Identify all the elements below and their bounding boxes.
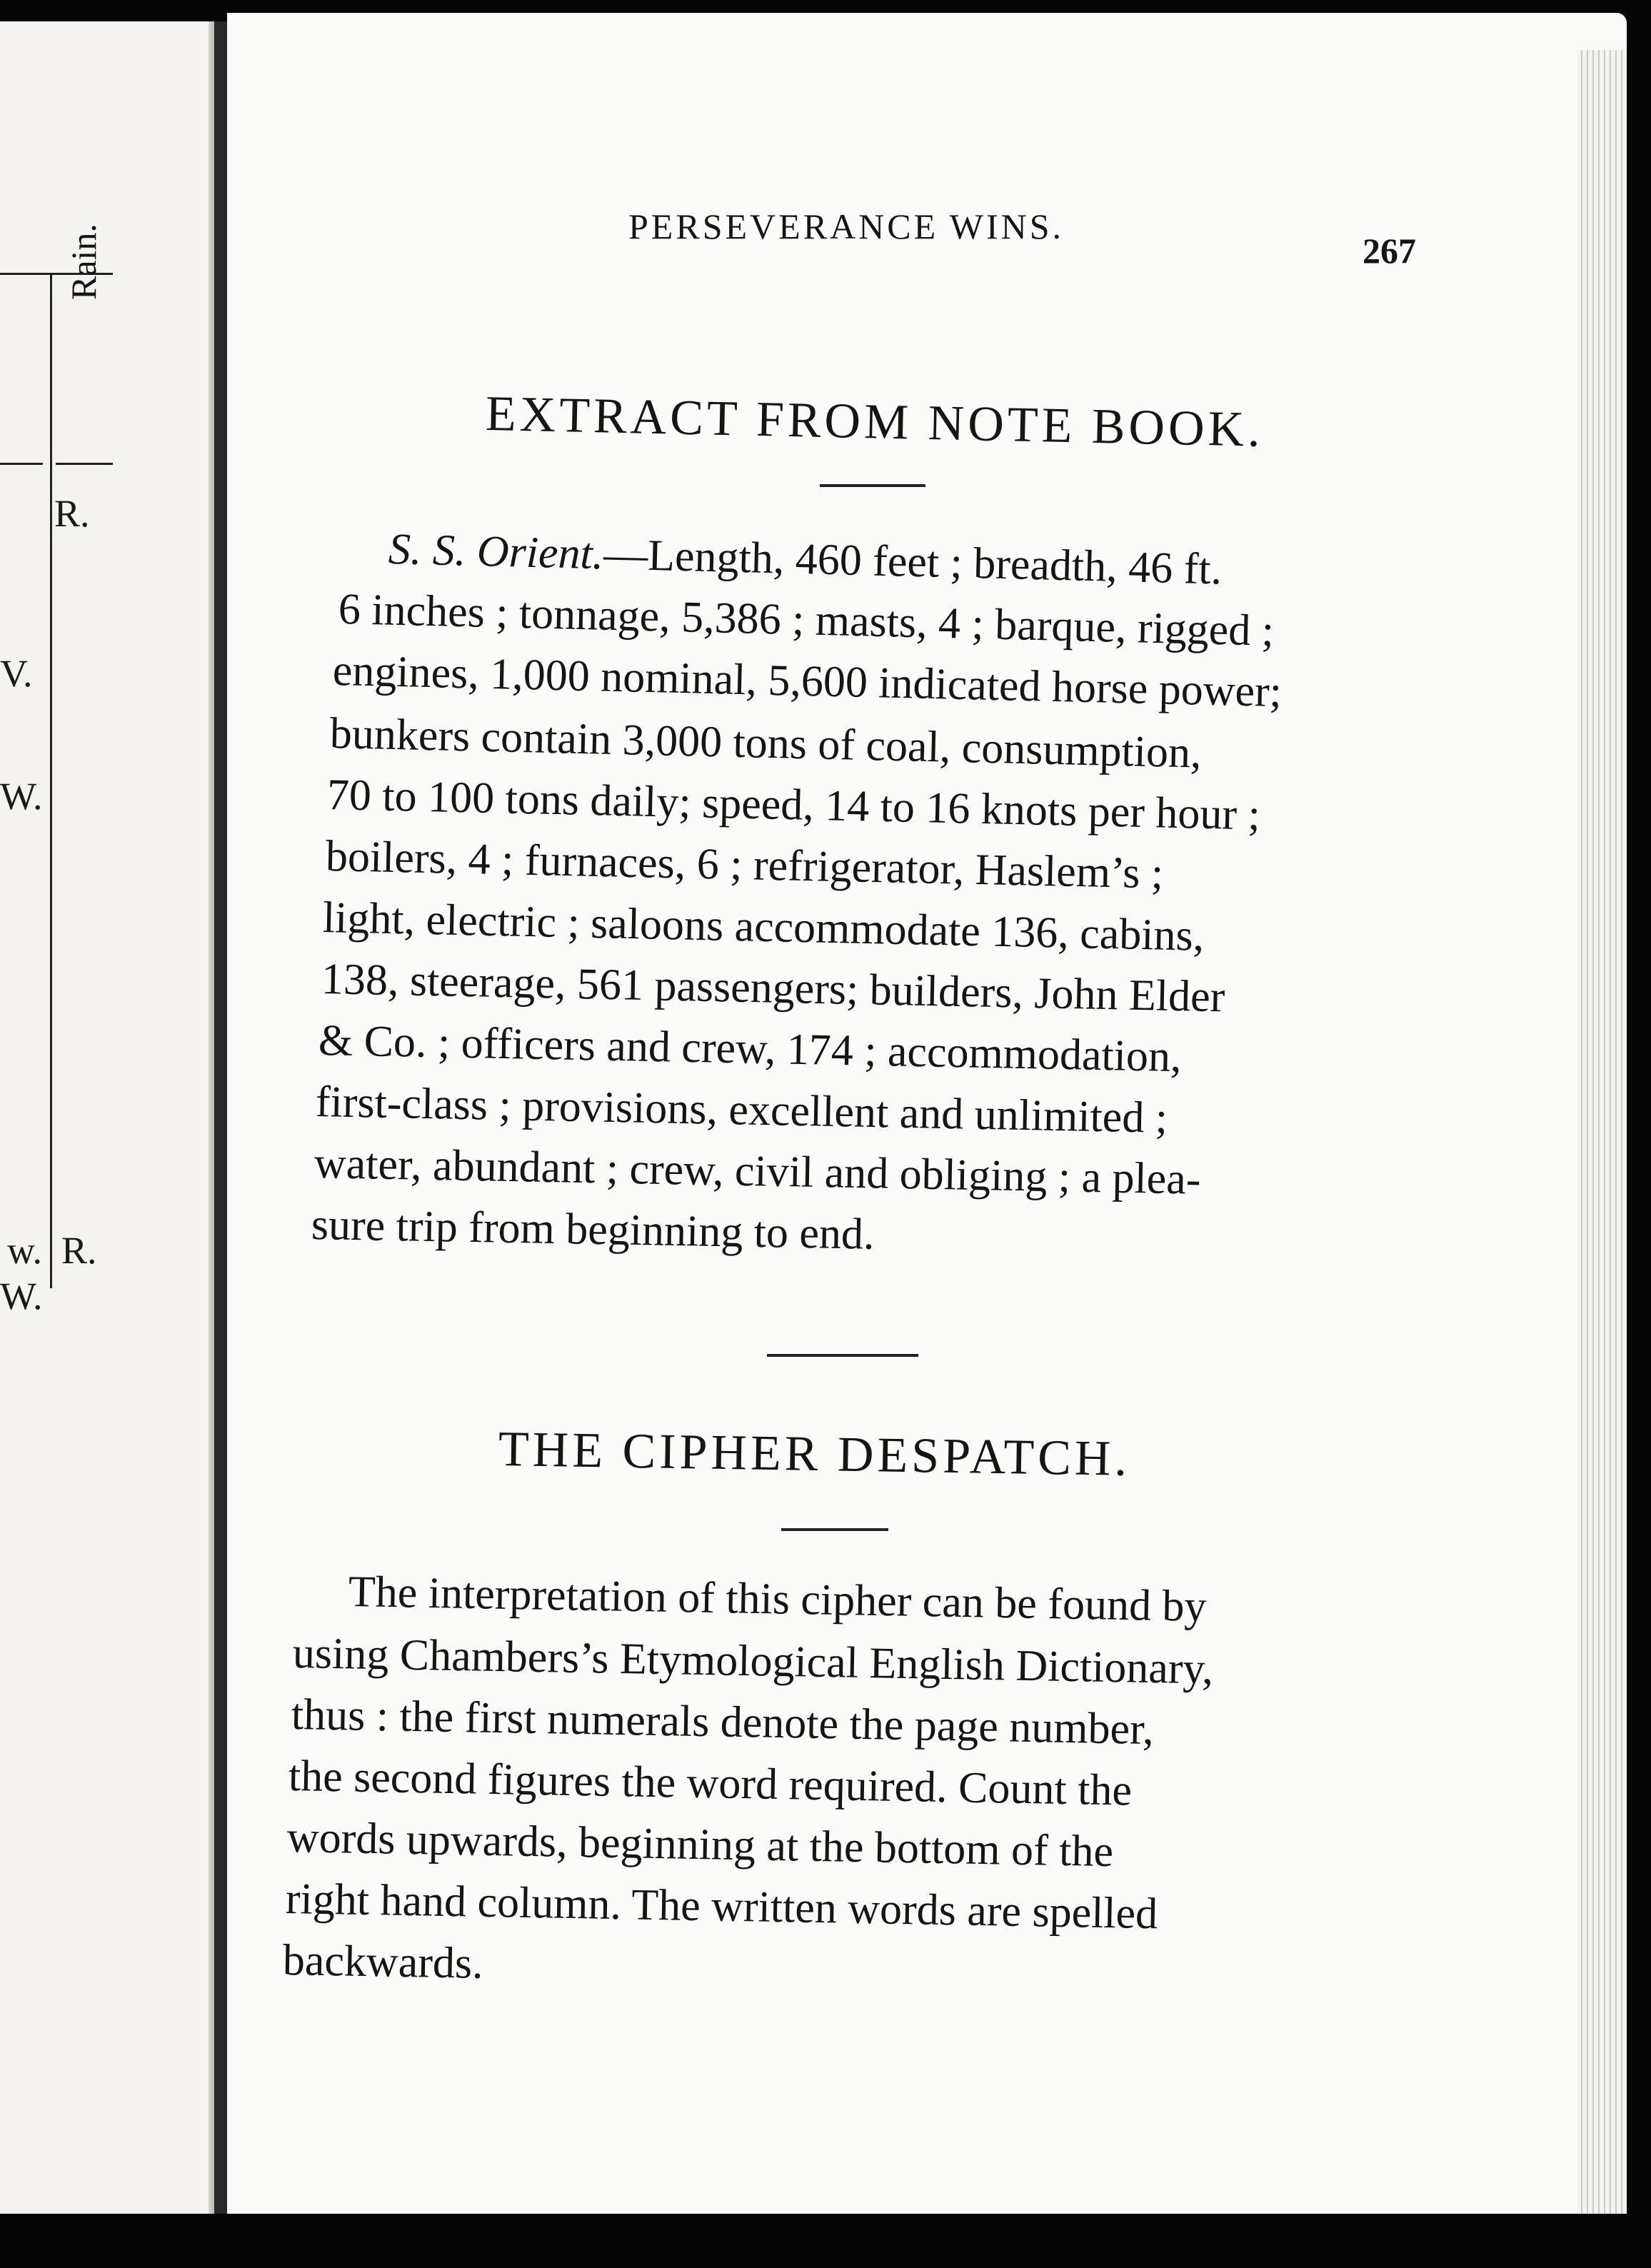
section-title-rule (781, 1528, 888, 1531)
section-title-rule (820, 484, 925, 487)
paragraph-line: words upwards, beginning at the bottom of the (286, 1813, 1114, 1877)
left-table-header-rule-a (0, 463, 43, 465)
scan-bottom-border (0, 2214, 1651, 2268)
left-fragment-w: W. (0, 775, 43, 818)
line-text: —Length, 460 feet ; breadth, 46 ft. (603, 530, 1223, 594)
paragraph-line: light, electric ; saloons accommodate 136, cabins, (322, 893, 1205, 960)
paragraph-line: using Chambers’s Etymological English Dictionary, (292, 1629, 1214, 1694)
paragraph-line: first-class ; provisions, excellent and unlimited ; (315, 1078, 1168, 1143)
left-fragment-w-lower: w. (7, 1229, 42, 1272)
page-number: 267 (1363, 231, 1416, 271)
left-rain-column-header: Rain. (64, 224, 104, 300)
paragraph-line: boilers, 4 ; furnaces, 6 ; refrigerator, Haslem’s ; (325, 832, 1164, 898)
left-table-header-rule-b (56, 463, 113, 465)
paragraph-line: the second figures the word required. Count the (288, 1752, 1133, 1815)
paragraph-line: water, abundant ; crew, civil and obliging ; a plea- (313, 1139, 1202, 1204)
running-head: PERSEVERANCE WINS. (628, 206, 1065, 246)
paragraph-line: backwards. (282, 1936, 484, 1988)
paragraph-line: The interpretation of this cipher can be found by (348, 1567, 1208, 1631)
section-title-extract: EXTRACT FROM NOTE BOOK. (485, 386, 1265, 458)
left-fragment-r: R. (61, 1229, 97, 1272)
paragraph-line: 138, steerage, 561 passengers; builders, John Elder (321, 955, 1225, 1022)
left-facing-page (0, 21, 214, 2221)
section-title-cipher: THE CIPHER DESPATCH. (498, 1422, 1131, 1487)
paragraph-line: engines, 1,000 nominal, 5,600 indicated horse power; (332, 646, 1283, 717)
page-stack-edge (1577, 50, 1627, 2221)
left-r-column-header: R. (54, 492, 90, 535)
section-separator-rule (767, 1354, 918, 1357)
paragraph-line: 70 to 100 tons daily; speed, 14 to 16 knots per hour ; (326, 771, 1261, 840)
left-fragment-v: V. (0, 652, 33, 695)
paragraph-line: right hand column. The written words are spelled (285, 1875, 1158, 1939)
paragraph-line: 6 inches ; tonnage, 5,386 ; masts, 4 ; barque, rigged ; (338, 585, 1275, 656)
left-fragment-w-bottom: W. (0, 1275, 43, 1318)
paragraph-line: thus : the first numerals denote the page number, (291, 1690, 1155, 1755)
paragraph-line: sure trip from beginning to end. (311, 1200, 875, 1259)
paragraph-line: bunkers contain 3,000 tons of coal, consumption, (329, 709, 1203, 778)
paragraph-line: & Co. ; officers and crew, 174 ; accommodation, (318, 1016, 1183, 1082)
ship-name: S. S. Orient. (388, 525, 605, 579)
left-table-column-rule (50, 274, 52, 1288)
